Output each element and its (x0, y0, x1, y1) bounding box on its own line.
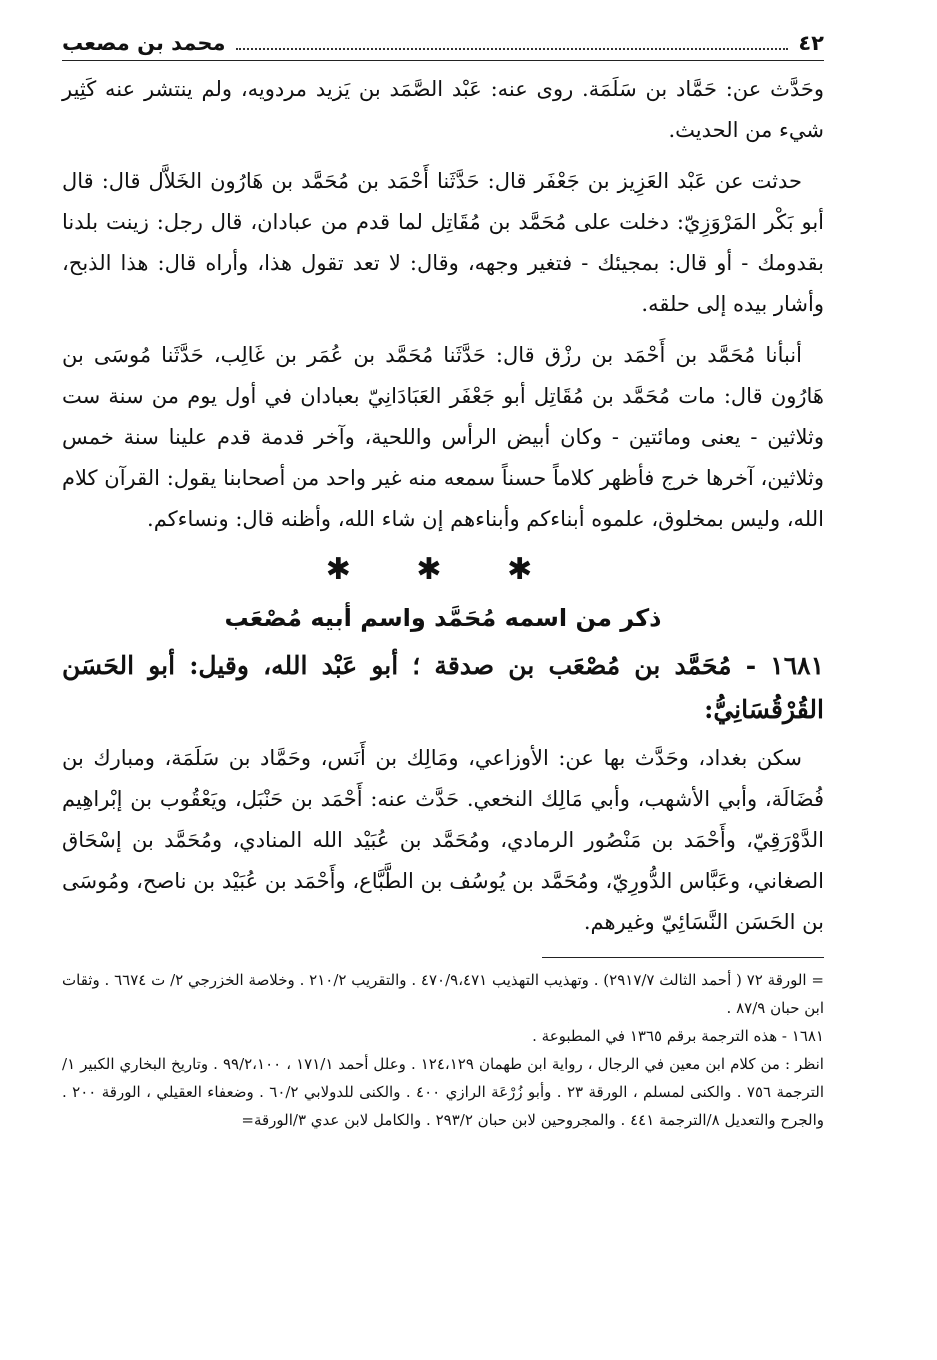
page-number: ٤٢ (798, 31, 824, 55)
footnote-references: انظر : من كلام ابن معين في الرجال ، رواية ابن طهمان ١٢٤،١٢٩ . وعلل أحمد ١٧١/١ ، ٩٩/٢،١٠٠ . وتاريخ البخاري الكبير ١/الترجمة ٧٥٦ . والكنى لمسلم ، الورقة ٢٣ . وأبو زُرْعَة الرازي ٤٠٠ . والكنى للدولابي ٦٠/٢ . وضعفاء العقيلي ، الورقة ٢٠٠ . والجرح والتعديل ٨/الترجمة ٤٤١ . والمجروحين لابن حبان ٢٩٣/٢ . والكامل لابن عدي ٣/الورقة= (62, 1055, 824, 1129)
book-page (62, 28, 824, 1134)
footnote-rule (542, 957, 824, 958)
running-title: محمد بن مصعب (62, 31, 226, 55)
section-title: ذكر من اسمه مُحَمَّد واسم أبيه مُصْعَب (224, 604, 662, 632)
footnote-entry-note: ١٦٨١ - هذه الترجمة برقم ١٣٦٥ في المطبوعة . (532, 1027, 824, 1045)
running-header (62, 28, 824, 61)
entry-heading: ١٦٨١ - مُحَمَّد بن مُصْعَب بن صدقة ؛ أبو عَبْد الله، وقيل: أبو الحَسَن القُرْقُسَانِيُّ: (62, 651, 824, 724)
footnote-continuation: = الورقة ٧٢ ( أحمد الثالث ٢٩١٧/٧) . وتهذيب التهذيب ٤٧٠/٩،٤٧١ . والتقريب ٢١٠/٢ . وخلاصة الخزرجي ٢/ ت ٦٦٧٤ . وثقات ابن حبان ٨٧/٩ . (62, 971, 824, 1017)
header-dot-leader (236, 34, 789, 50)
asterisk-separator: ✱ ✱ ✱ (325, 552, 561, 587)
paragraph-death-report: أنبأنا مُحَمَّد بن أَحْمَد بن رزْق قال: حَدَّثَنا مُحَمَّد بن عُمَر بن غَالِب، حَدَّثَنا مُوسَى بن هَارُون قال: مات مُحَمَّد بن مُقَاتِل أبو جَعْفَر العَبَادَانِيّ بعبادان في أول يوم من سنة ست وثلاثين - يعنى ومائتين - وكان أبيض الرأس واللحية، وآخر قدمة قدم علينا سنة خمس وثلاثين، آخرها خرج فأظهر كلاماً حسناً سمعه منه غير واحد من أصحابنا يقول: القرآن كلام الله، وليس بمخلوق، علموه أبناءكم وأبناءهم إن شاء الله، وأظنه قال: ونساءكم. (62, 343, 824, 531)
entry-body: سكن بغداد، وحَدَّث بها عن: الأوزاعي، ومَالِك بن أَنَس، وحَمَّاد بن سَلَمَة، ومبارك بن فُضَالَة، وأبي الأشهب، وأبي مَالِك النخعي. حَدَّث عنه: أَحْمَد بن حَنْبَل، ويَعْقُوب بن إبْراهِيم الدَّوْرَقِيّ، وأَحْمَد بن مَنْصُور الرمادي، ومُحَمَّد بن عُبَيْد الله المنادي، ومُحَمَّد بن إسْحَاق الصغاني، وعَبَّاس الدُّورِيّ، ومُحَمَّد بن يُوسُف بن الطَّبَّاع، وأَحْمَد بن عُبَيْد بن ناصح، ومُوسَى بن الحَسَن النَّسَائِيّ وغيرهم. (62, 746, 824, 934)
paragraph-continuation: وحَدَّث عن: حَمَّاد بن سَلَمَة. روى عنه: عَبْد الصَّمَد بن يَزيد مردويه، ولم ينتشر عنه كَثِير شيء من الحديث. (62, 77, 824, 142)
paragraph-khallal-report: حدثت عن عَبْد العَزِيز بن جَعْفَر قال: حَدَّثَنا أَحْمَد بن مُحَمَّد بن هَارُون الخَلاَّل قال: قال أبو بَكْر المَرْوَزِيّ: دخلت على مُحَمَّد بن مُقَاتِل لما قدم من عبادان، قال رجل: زينت بلدنا بقدومك - أو قال: بمجيئك - فتغير وجهه، وقال: لا تعد تقول هذا، وأراه قال: هذا الذبح، وأشار بيده إلى حلقه. (62, 169, 824, 316)
